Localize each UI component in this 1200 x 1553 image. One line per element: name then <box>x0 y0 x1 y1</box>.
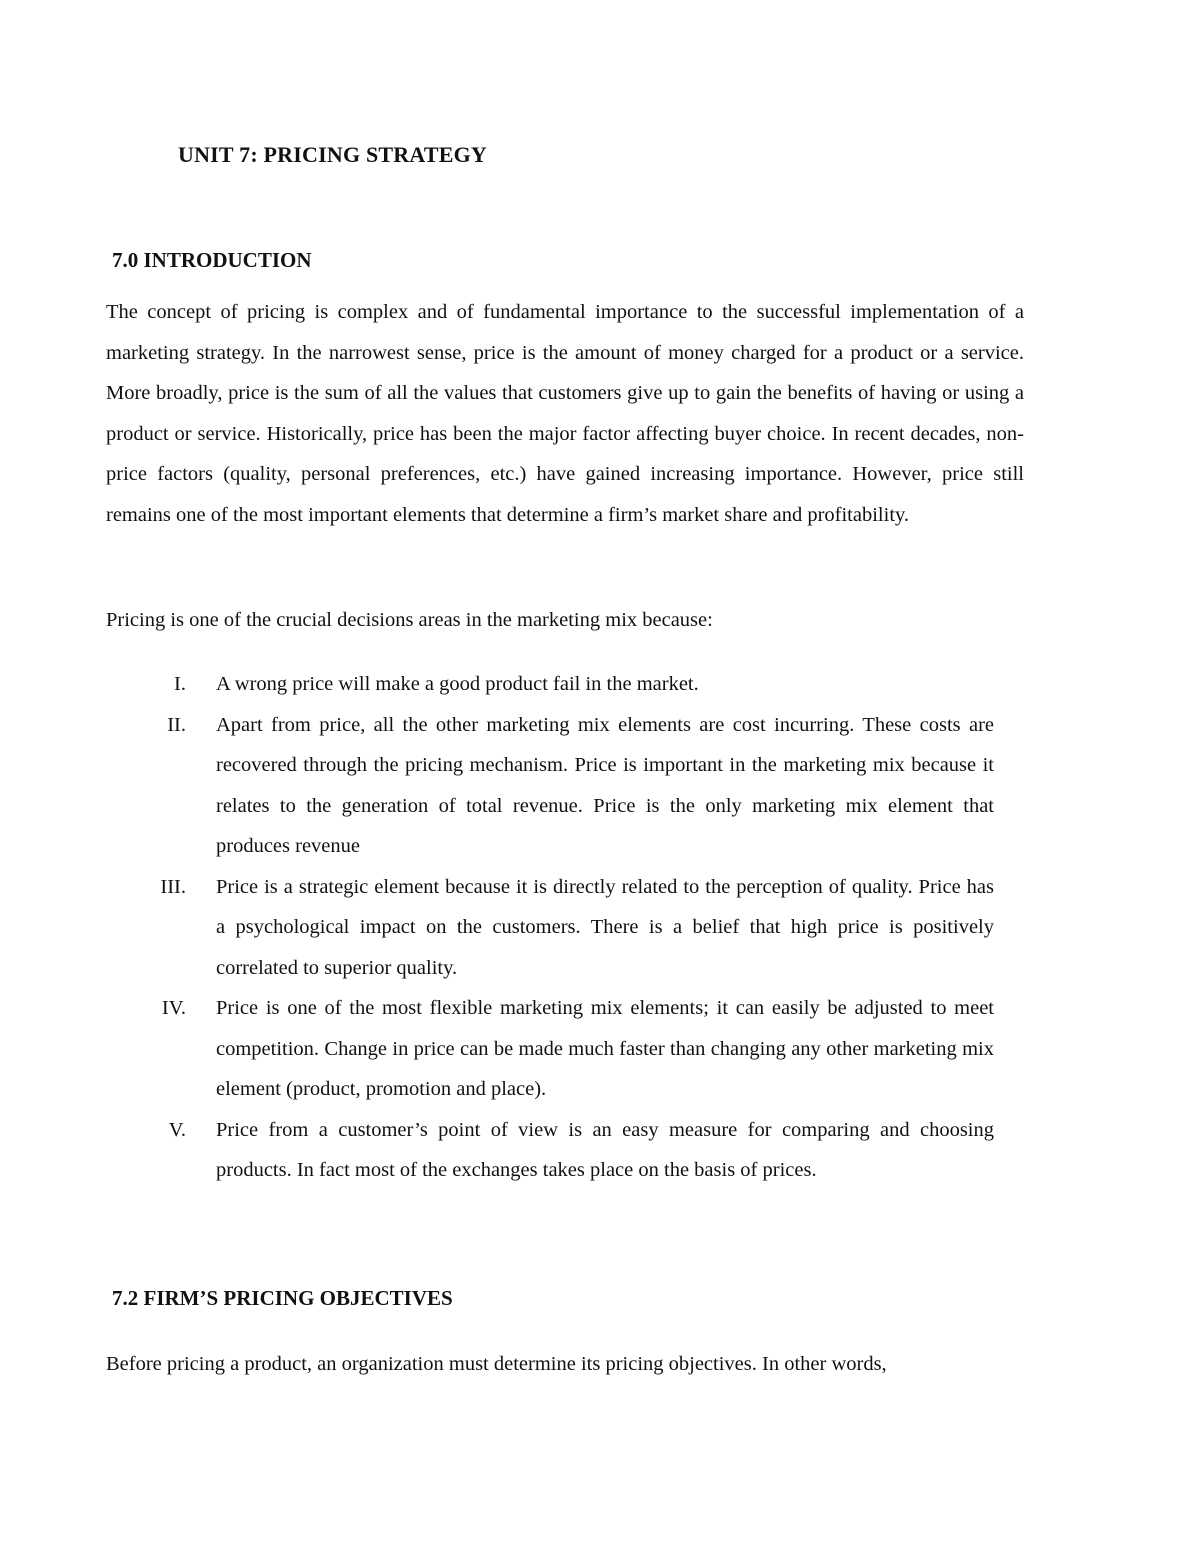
list-item-text: Price is a strategic element because it is directly related to the perception of quality. Price has a psychological impact on the customers. There is a belief that high price is positively correlated to superior quality. <box>216 875 994 979</box>
introduction-paragraph: The concept of pricing is complex and of fundamental importance to the successful implementation of a marketing strategy. In the narrowest sense, price is the amount of money charged for a product or a service. More broadly, price is the sum of all the values that customers give up to gain the benefits of having or using a product or service. Historically, price has been the major factor affecting buyer choice. In recent decades, non-price factors (quality, personal preferences, etc.) have gained increasing importance. However, price still remains one of the most important elements that determine a firm’s market share and profitability. <box>106 301 1024 526</box>
list-item <box>106 1110 1024 1191</box>
introduction-heading: 7.0 INTRODUCTION <box>112 248 312 272</box>
reasons-list <box>106 664 1024 1191</box>
list-item <box>106 705 1024 867</box>
list-item <box>106 988 1024 1110</box>
list-intro-paragraph: Pricing is one of the crucial decisions areas in the marketing mix because: <box>106 609 713 631</box>
list-marker: I. <box>174 673 186 695</box>
list-marker: II. <box>167 713 186 736</box>
list-item <box>106 664 1024 705</box>
list-item <box>106 867 1024 989</box>
objectives-heading: 7.2 FIRM’S PRICING OBJECTIVES <box>112 1286 453 1310</box>
list-item-text: Price from a customer’s point of view is an easy measure for comparing and choosing products. In fact most of the exchanges takes place on the basis of prices. <box>216 1118 994 1181</box>
objectives-paragraph: Before pricing a product, an organization must determine its pricing objectives. In other words, <box>106 1353 887 1375</box>
list-item-text: A wrong price will make a good product fail in the market. <box>216 673 699 695</box>
unit-title: UNIT 7: PRICING STRATEGY <box>178 142 487 167</box>
list-marker: IV. <box>161 997 186 1019</box>
list-item-text: Apart from price, all the other marketing mix elements are cost incurring. These costs are recovered through the pricing mechanism. Price is important in the marketing mix because it relates to the generation of total revenue. Price is the only marketing mix element that produces revenue <box>216 713 994 857</box>
list-item-text: Price is one of the most flexible marketing mix elements; it can easily be adjusted to meet competition. Change in price can be made much faster than changing any other marketing mix element (product, promotion and place). <box>216 997 994 1100</box>
list-marker: III. <box>160 875 186 898</box>
list-marker: V. <box>168 1118 186 1141</box>
